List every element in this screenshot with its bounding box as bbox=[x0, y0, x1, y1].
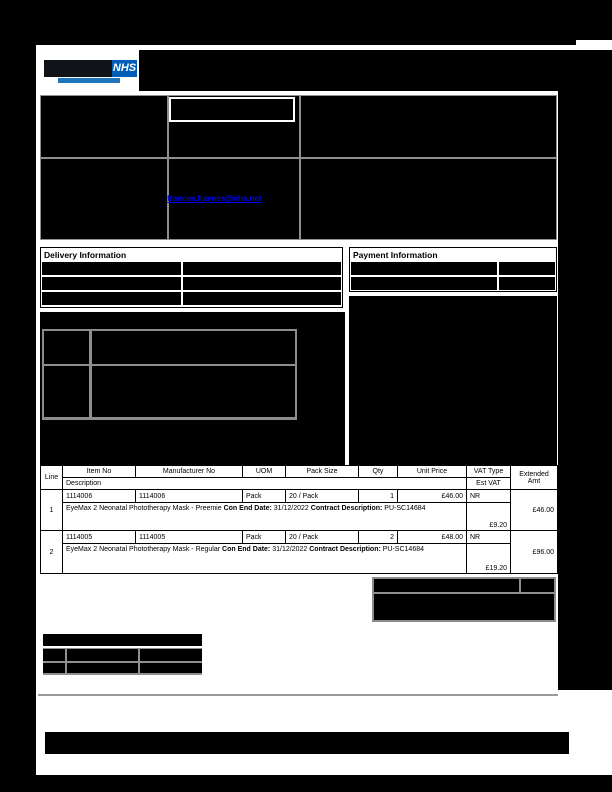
col-header-vat-type: VAT Type bbox=[467, 466, 511, 478]
extended-amt: £46.00 bbox=[511, 490, 558, 531]
payment-information-section bbox=[349, 247, 557, 292]
unit-price: £48.00 bbox=[398, 531, 467, 544]
payment-information-title: Payment Information bbox=[353, 250, 438, 260]
line-number: 1 bbox=[41, 490, 63, 531]
qty: 1 bbox=[359, 490, 398, 503]
grid-line bbox=[138, 648, 140, 675]
uom: Pack bbox=[243, 490, 286, 503]
redacted-field bbox=[499, 277, 555, 290]
pack-size: 20 / Pack bbox=[286, 490, 359, 503]
po-number-box-redacted bbox=[169, 97, 295, 122]
col-header-pack-size: Pack Size bbox=[286, 466, 359, 478]
col-header-qty: Qty bbox=[359, 466, 398, 478]
item-description: EyeMax 2 Neonatal Phototherapy Mask - Preemie Con End Date: 31/12/2022 Contract Description: PU-SC14684 bbox=[63, 503, 467, 531]
redacted-field bbox=[351, 277, 497, 290]
manufacturer-no: 1114006 bbox=[136, 490, 243, 503]
item-no: 1114006 bbox=[63, 490, 136, 503]
trust-tagline-redacted bbox=[58, 78, 120, 83]
line-number: 2 bbox=[41, 531, 63, 574]
grid-line bbox=[374, 592, 554, 594]
col-header-extended-amt: Extended Amt bbox=[511, 466, 558, 490]
redacted-notes-region bbox=[349, 296, 557, 465]
grid-line bbox=[299, 96, 301, 239]
col-header-unit-price: Unit Price bbox=[398, 466, 467, 478]
redacted-footer-box bbox=[43, 730, 571, 756]
extended-amt: £96.00 bbox=[511, 531, 558, 574]
uom: Pack bbox=[243, 531, 286, 544]
nhs-logo: NHS bbox=[112, 60, 137, 77]
col-header-uom: UOM bbox=[243, 466, 286, 478]
redacted-field bbox=[183, 292, 341, 305]
order-info-table-redacted bbox=[40, 95, 557, 240]
redacted-deliver-to-table bbox=[42, 329, 297, 420]
col-header-line: Line bbox=[41, 466, 63, 490]
redacted-field bbox=[499, 262, 555, 275]
line-items-table bbox=[40, 465, 558, 574]
col-header-est-vat: Est VAT bbox=[467, 478, 511, 490]
col-header-description: Description bbox=[63, 478, 467, 490]
redacted-vat-summary-table bbox=[41, 632, 204, 677]
grid-line bbox=[65, 648, 67, 675]
delivery-information-section bbox=[40, 247, 343, 308]
est-vat: £19.20 bbox=[467, 544, 511, 574]
unit-price: £46.00 bbox=[398, 490, 467, 503]
redacted-field bbox=[42, 292, 181, 305]
col-header-manufacturer-no: Manufacturer No bbox=[136, 466, 243, 478]
grid-line bbox=[89, 331, 92, 417]
redacted-field bbox=[183, 262, 341, 275]
redacted-field bbox=[42, 262, 181, 275]
footer-divider-rule bbox=[38, 694, 558, 696]
redacted-header-block bbox=[139, 50, 558, 91]
redacted-field bbox=[42, 277, 181, 290]
grid-line bbox=[41, 157, 556, 159]
vat-type: NR bbox=[467, 531, 511, 544]
redacted-right-margin bbox=[558, 50, 576, 690]
redacted-field bbox=[351, 262, 497, 275]
trust-name-redacted bbox=[44, 60, 112, 77]
col-header-item-no: Item No bbox=[63, 466, 136, 478]
delivery-information-title: Delivery Information bbox=[44, 250, 127, 260]
redacted-totals-box bbox=[372, 577, 556, 622]
page-margin-top-right bbox=[576, 40, 612, 50]
pack-size: 20 / Pack bbox=[286, 531, 359, 544]
grid-line bbox=[519, 579, 521, 592]
manufacturer-no: 1114005 bbox=[136, 531, 243, 544]
redacted-field bbox=[183, 277, 341, 290]
contact-email-link[interactable]: frances.haynes@nhs.net bbox=[167, 194, 262, 203]
grid-line bbox=[44, 364, 295, 366]
vat-type: NR bbox=[467, 490, 511, 503]
item-no: 1114005 bbox=[63, 531, 136, 544]
page-margin-bottom-right bbox=[576, 690, 612, 775]
item-description: EyeMax 2 Neonatal Phototherapy Mask - Regular Con End Date: 31/12/2022 Contract Description: PU-SC14684 bbox=[63, 544, 467, 574]
qty: 2 bbox=[359, 531, 398, 544]
purchase-order-page bbox=[36, 45, 576, 775]
est-vat: £9.20 bbox=[467, 503, 511, 531]
